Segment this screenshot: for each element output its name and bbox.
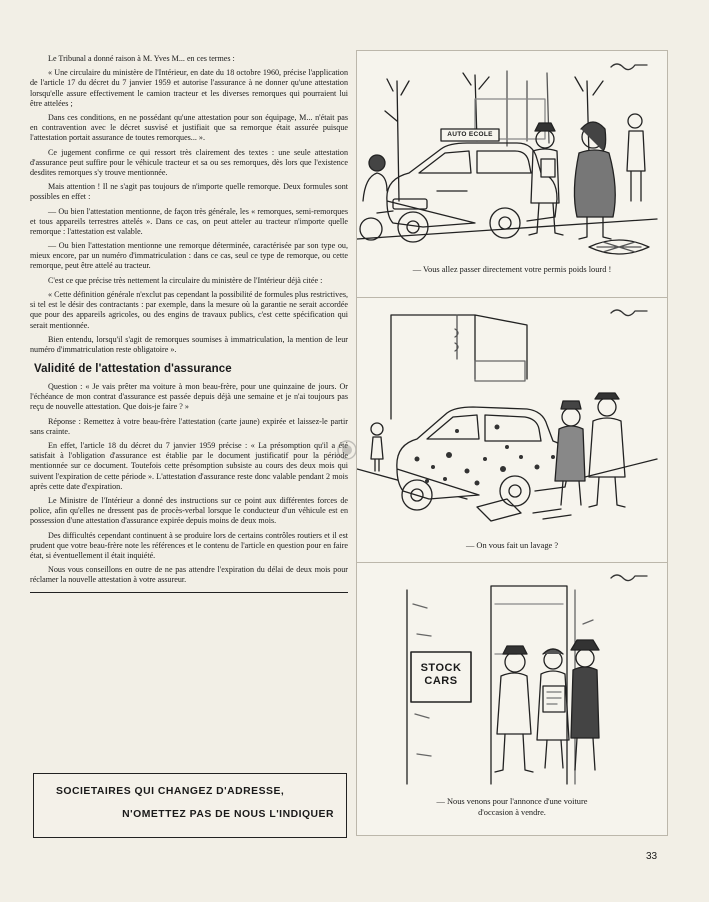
article-paragraph: Ce jugement confirme ce qui ressort très clairement des textes : une seule attestation d'assurance peut suffire pour le véhicule tracteur et sa ou ses remorques, dès lors que l'existence desdites remorques s'y trouve mentionnée.: [30, 147, 348, 177]
article-paragraph: — Ou bien l'attestation mentionne une remorque déterminée, caractérisée par son type ou, mieux encore, par un numéro d'immatriculation : dans ce cas, seul ce type de remorque, ou cette remorque, peut être attelé au tracteur.: [30, 241, 348, 271]
divider: [30, 592, 348, 593]
section-title: Validité de l'attestation d'assurance: [34, 363, 232, 376]
article-paragraph: Mais attention ! Il ne s'agit pas toujours de n'importe quelle remorque. Deux formules sont possibles en effet :: [30, 182, 348, 202]
article-paragraph: Réponse : Remettez à votre beau-frère l'attestation (carte jaune) expirée et laissez-le partir sans crainte.: [30, 416, 348, 436]
stock-cars-illustration: [357, 564, 667, 794]
cartoon-caption: d'occasion à vendre.: [478, 808, 546, 817]
cartoon-caption: — Nous venons pour l'annonce d'une voiture: [436, 797, 588, 806]
car-wash-illustration: [357, 299, 667, 531]
cartoon-caption: — Vous allez passer directement votre permis poids lourd !: [412, 265, 612, 274]
article-column: [30, 54, 348, 593]
article-paragraph: Des difficultés cependant continuent à se produire lors de certains contrôles routiers et il est prudent que votre beau-frère note les références et le contenu de l'article en question pour en faire état, si éventuellement il était inquiété.: [30, 530, 348, 560]
divider: [357, 297, 667, 298]
cartoon-car-wash: [357, 299, 667, 561]
notice-line-1: SOCIETAIRES QUI CHANGEZ D'ADRESSE,: [56, 786, 285, 797]
divider: [357, 562, 667, 563]
article-paragraph: — Ou bien l'attestation mentionne, de façon très générale, les « remorques, semi-remorques et tous appareils terrestres attelés ». Dans ce cas, on peut atteler au tracteur n'importe quelle remorque : l'attestation est valable.: [30, 206, 348, 236]
cartoon-column: [356, 50, 668, 836]
driving-school-sign: AUTO ECOLE: [447, 131, 493, 138]
article-paragraph: « Cette définition générale n'exclut pas cependant la possibilité de formules plus restrictives, si tel est le désir des contractants : par exemple, dans la mesure où la garantie ne serait accordée que pour des appareils agricoles, ou des engins de travaux publics, c'est cette spécification qui serait mentionnée.: [30, 290, 348, 330]
article-paragraph: « Une circulaire du ministère de l'Intérieur, en date du 18 octobre 1960, précise l'application de l'article 17 du décret du 7 janvier 1959 et autorise l'assurance à ne donner qu'une attestation lorsqu'elle assure effectivement le camion tracteur et les diverses remorques qui pourraient lui être attelées ;: [30, 68, 348, 108]
address-change-notice: [33, 773, 347, 838]
notice-line-2: N'OMETTEZ PAS DE NOUS L'INDIQUER: [122, 809, 334, 820]
article-paragraph: Le Ministre de l'Intérieur a donné des instructions sur ce point aux différentes forces de police, afin qu'elles ne dressent pas de procès-verbal lorsque le conducteur d'un véhicule est en possession d'une attestation d'assurance expirée depuis moins de deux mois.: [30, 496, 348, 526]
article-paragraph: En effet, l'article 18 du décret du 7 janvier 1959 précise : « La présomption qu'il a été satisfait à l'obligation d'assurance est établie par le document justificatif pour la période mentionnée sur ce document. Toutefois cette présomption subsiste au cours des deux mois qui suivent l'expiration de cette période ». L'attestation d'assurance reste donc valable pendant 2 mois après cette date d'expiration.: [30, 441, 348, 491]
stock-cars-sign: STOCK CARS: [420, 662, 462, 687]
article-paragraph: Dans ces conditions, en ne possédant qu'une attestation pour son équipage, M... n'était pas en contravention avec le décret susvisé et justifiait que sa remorque était assurée puisque l'attestation portait assurance de toutes remorques... ».: [30, 113, 348, 143]
page-number: 33: [646, 851, 658, 862]
driving-school-illustration: [357, 51, 667, 266]
article-paragraph: C'est ce que précise très nettement la circulaire du ministère de l'Intérieur déjà citée :: [48, 275, 323, 285]
article-paragraph: Question : « Je vais prêter ma voiture à mon beau-frère, pour une quinzaine de jours. Or l'échéance de mon contrat d'assurance est passée depuis déjà une semaine et je n'ai toujours pas reçu de nouvelle attestation. Que dois-je faire ? »: [30, 382, 348, 412]
article-paragraph: Le Tribunal a donné raison à M. Yves M... en ces termes :: [48, 54, 235, 63]
cartoon-caption: — On vous fait un lavage ?: [465, 541, 559, 550]
article-paragraph: Nous vous conseillons en outre de ne pas attendre l'expiration du délai de deux mois pour réclamer la nouvelle attestation à votre assureur.: [30, 565, 348, 585]
cartoon-stock-cars: [357, 564, 667, 835]
article-paragraph: Bien entendu, lorsqu'il s'agit de remorques soumises à immatriculation, la mention de leur numéro d'immatriculation reste obligatoire ».: [30, 334, 348, 355]
cartoon-driving-school: [357, 51, 667, 296]
